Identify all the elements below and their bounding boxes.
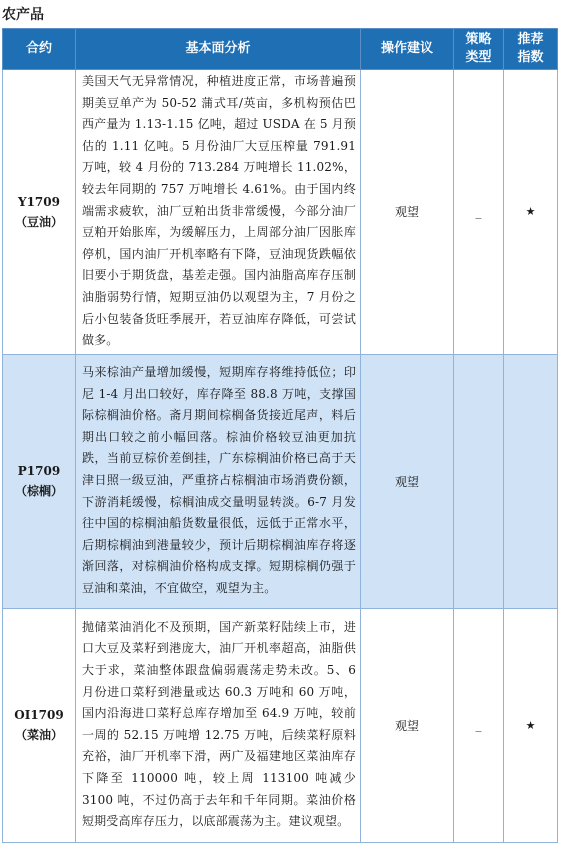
table-row — [3, 608, 558, 842]
header-suggestion: 操作建议 — [361, 29, 454, 70]
analysis-text: 美国天气无异常情况，种植进度正常，市场普遍预期美豆单产为 50-52 蒲式耳/英亩，多机构预估巴西产量为 1.13-1.15 亿吨，超过 USDA 在 5 月预估的 1.11 亿吨。5 月份油厂大豆压榨量 791.91 万吨，较 4 月份的 713.284 万吨增长 11.02%，较去年同期的 757 万吨增长 4.61%。由于国内终端需求疲软，油厂豆粕出货非常缓慢，今部分油厂豆粕开始胀库，为缓解压力，上周部分油厂因胀库停机，国内油厂开机率略有下降，豆油现货跌幅依旧要小于期货盘，基差走强。国内油脂高库存压制油脂弱势行情，短期豆油仍以观望为主，7 月份之后小包装备货旺季展开，若豆油库存降低，可尝试做多。 — [76, 70, 361, 355]
contract-name: （菜油） — [14, 728, 63, 743]
agri-table — [2, 28, 558, 843]
analysis-text: 马来棕油产量增加缓慢，短期库存将维持低位；印尼 1-4 月出口较好，库存降至 88.8 万吨，支撑国际棕榈油价格。斋月期间棕榈备货接近尾声，料后期出口较之前小幅回落。棕油价格较豆油更加抗跌，当前豆棕价差倒挂，广东棕榈油价格已高于天津日照一级豆油，严重挤占棕榈油市场消费份额，下游消耗缓慢，棕榈油成交量明显转淡。6-7 月发往中国的棕榈油船货数量很低，远低于正常水平，后期棕榈油到港量较少，预计后期棕榈油库存将逐渐回落，对棕榈油价格构成支撑。短期棕榈仍强于豆油和菜油，不宜做空，观望为主。 — [76, 354, 361, 608]
header-rating-line1: 推荐 — [517, 32, 544, 47]
analysis-text: 抛储菜油消化不及预期，国产新菜籽陆续上市，进口大豆及菜籽到港庞大，油厂开机率超高，油脂供大于求，菜油整体跟盘偏弱震荡走势未改。5、6 月份进口菜籽到港量或达 60.3 万吨和 60 万吨，国内沿海进口菜籽总库存增加至 64.9 万吨，较前一周的 52.15 万吨增 12.75 万吨，后续菜籽原料充裕，油厂开机率下滑，两广及福建地区菜油库存下降至 110000 吨，较上周 113100 吨减少 3100 吨，不过仍高于去年和千年同期。菜油价格短期受高库存压力，以底部震荡为主。建议观望。 — [76, 608, 361, 842]
header-strategy-line1: 策略 — [465, 32, 492, 47]
contract-cell — [3, 354, 76, 608]
table-row — [3, 70, 558, 355]
header-rating — [504, 29, 558, 70]
suggestion-text: 观望 — [361, 70, 454, 355]
strategy-text — [454, 354, 504, 608]
contract-name: （豆油） — [14, 214, 63, 229]
table-row — [3, 354, 558, 608]
header-analysis: 基本面分析 — [76, 29, 361, 70]
rating-star-icon: ★ — [504, 608, 558, 842]
strategy-text: _ — [454, 608, 504, 842]
table-header-row — [3, 29, 558, 70]
header-contract: 合约 — [3, 29, 76, 70]
contract-code: Y1709 — [18, 194, 60, 209]
section-title: 农产品 — [2, 7, 44, 23]
contract-code: P1709 — [17, 464, 61, 479]
suggestion-text: 观望 — [361, 354, 454, 608]
header-rating-line2: 指数 — [517, 50, 544, 65]
suggestion-text: 观望 — [361, 608, 454, 842]
contract-code: OI1709 — [14, 708, 64, 723]
contract-cell — [3, 608, 76, 842]
header-strategy-line2: 类型 — [465, 50, 492, 65]
rating-star-icon — [504, 354, 558, 608]
strategy-text: _ — [454, 70, 504, 355]
contract-cell — [3, 70, 76, 355]
rating-star-icon: ★ — [504, 70, 558, 355]
contract-name: （棕榈） — [14, 484, 63, 499]
header-strategy — [454, 29, 504, 70]
